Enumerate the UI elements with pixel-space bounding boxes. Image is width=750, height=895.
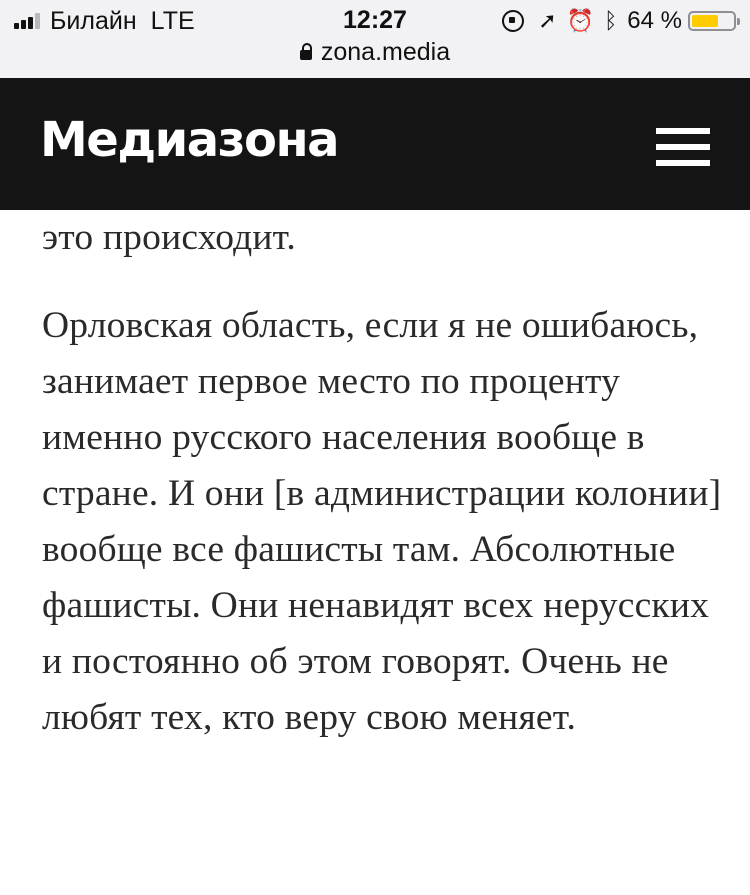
bluetooth-icon: ᛒ <box>604 8 618 33</box>
url-text: zona.media <box>320 38 451 66</box>
article-body <box>42 154 722 746</box>
article-paragraph-1-end: это происходит. <box>42 217 296 258</box>
battery-level <box>692 15 718 27</box>
location-arrow-icon: ➚ <box>538 8 557 33</box>
network-type: LTE <box>150 6 195 35</box>
alarm-icon: ⏰ <box>566 8 595 33</box>
status-time: 12:27 <box>343 6 407 34</box>
lock-icon <box>300 50 312 60</box>
carrier-name: Билайн <box>50 6 137 35</box>
hamburger-menu-icon[interactable] <box>656 128 710 166</box>
address-bar[interactable] <box>0 38 750 67</box>
battery-icon <box>688 11 736 31</box>
rotation-lock-icon <box>502 10 524 32</box>
site-logo[interactable]: Медиазона <box>40 112 339 168</box>
status-right <box>502 6 736 36</box>
site-header <box>0 78 750 210</box>
status-bar <box>0 0 750 78</box>
article-paragraph-2: Орловская область, если я не ошибаюсь, занимает первое место по проценту именно русского населения вообще в стране. И они [в администрации колонии] вообще все фашисты там. Абсолютные фашисты. Они ненавидят всех нерусских и постоянно об этом говорят. Очень не любят тех, кто веру свою меняет. <box>42 305 722 738</box>
battery-percent: 64 % <box>627 7 682 34</box>
